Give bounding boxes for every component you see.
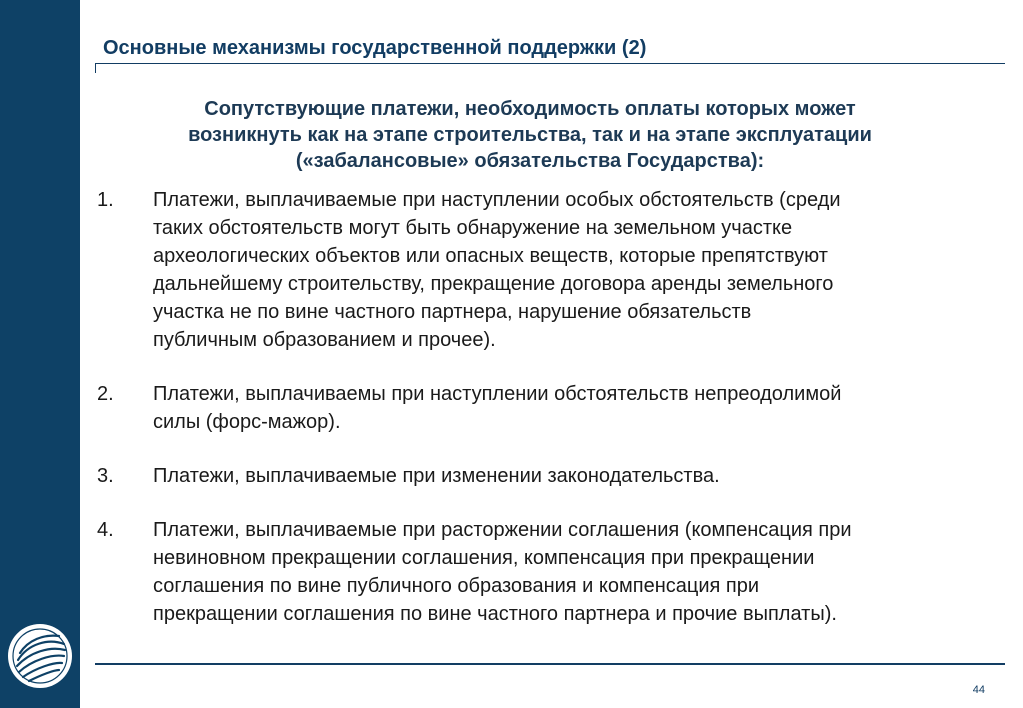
- list-item: [97, 380, 997, 436]
- payments-list: [97, 186, 997, 654]
- list-item-line: таких обстоятельств могут быть обнаружение на земельном участке: [153, 217, 793, 239]
- list-item-line: Платежи, выплачиваемы при наступлении обстоятельств непреодолимой: [153, 383, 842, 405]
- subtitle-line: возникнуть как на этапе строительства, так и на этапе эксплуатации: [188, 124, 872, 146]
- list-item-line: археологических объектов или опасных веществ, которые препятствуют: [153, 245, 828, 267]
- list-item-line: Платежи, выплачиваемые при расторжении соглашения (компенсация при: [153, 519, 852, 541]
- subtitle-line: Сопутствующие платежи, необходимость оплаты которых может: [204, 98, 856, 120]
- list-item-line: Платежи, выплачиваемые при изменении законодательства.: [153, 465, 720, 487]
- sidebar: [0, 0, 80, 708]
- list-item-line: невиновном прекращении соглашения, компенсация при прекращении: [153, 547, 815, 569]
- slide-title: Основные механизмы государственной поддержки (2): [103, 37, 647, 59]
- list-item-line: соглашения по вине публичного образования и компенсация при: [153, 575, 760, 597]
- globe-logo-icon: [6, 622, 74, 690]
- list-item: [97, 186, 997, 354]
- list-item-line: силы (форс-мажор).: [153, 411, 341, 433]
- list-item-number: 4.: [97, 519, 114, 541]
- slide-subtitle: [100, 96, 960, 174]
- list-item-line: прекращении соглашения по вине частного партнера и прочие выплаты).: [153, 603, 837, 625]
- title-divider: [95, 63, 1005, 64]
- footer-divider: [95, 663, 1005, 665]
- list-item-line: публичным образованием и прочее).: [153, 329, 496, 351]
- list-item-number: 1.: [97, 189, 114, 211]
- list-item: [97, 462, 997, 490]
- list-item-number: 2.: [97, 383, 114, 405]
- list-item-line: дальнейшему строительству, прекращение договора аренды земельного: [153, 273, 834, 295]
- subtitle-line: («забалансовые» обязательства Государства):: [295, 150, 765, 172]
- title-divider-tick: [95, 63, 96, 73]
- list-item-number: 3.: [97, 465, 114, 487]
- list-item-line: Платежи, выплачиваемые при наступлении особых обстоятельств (среди: [153, 189, 841, 211]
- list-item-line: участка не по вине частного партнера, нарушение обязательств: [153, 301, 752, 323]
- page-number: 44: [972, 684, 985, 696]
- list-item: [97, 516, 997, 628]
